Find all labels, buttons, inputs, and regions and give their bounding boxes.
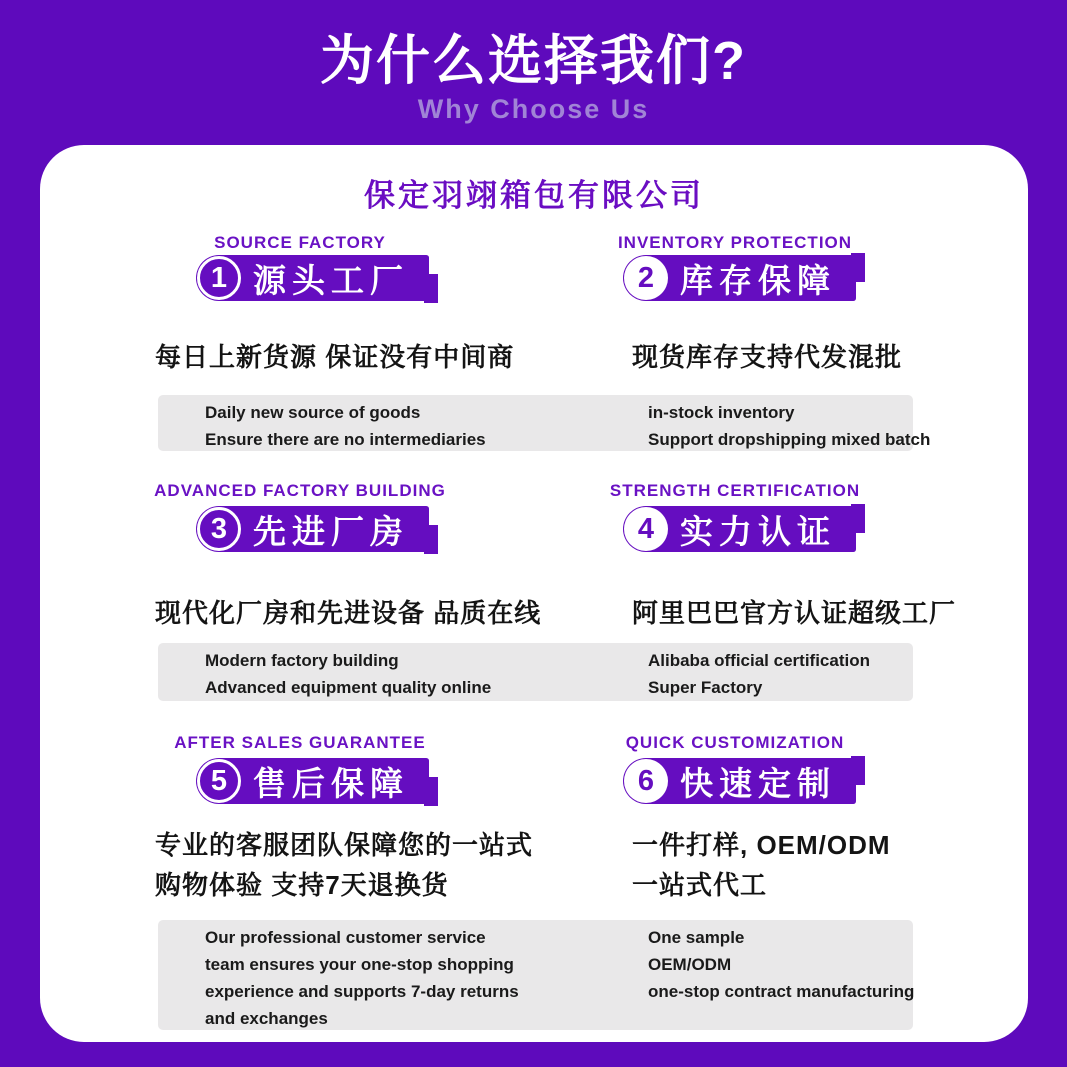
badge-advanced-factory (196, 506, 429, 552)
badge-label: 库存保障 (680, 261, 836, 299)
badge-number: 4 (624, 507, 668, 551)
note-line: in-stock inventory (648, 403, 795, 422)
badge-source-factory (196, 255, 429, 301)
desc-line: 一站式代工 (632, 870, 768, 900)
note-column (205, 647, 491, 701)
note-line: Support dropshipping mixed batch (648, 430, 931, 449)
badge-label: 源头工厂 (253, 261, 409, 299)
note-line: One sample (648, 928, 745, 947)
note-line: OEM/ODM (648, 955, 732, 974)
note-column (648, 924, 914, 1005)
note-column (648, 647, 870, 701)
desc-line: 阿里巴巴官方认证超级工厂 (632, 598, 957, 628)
note-column (648, 399, 930, 453)
section-desc (155, 825, 533, 905)
section-header-inventory-protection: INVENTORY PROTECTION (617, 233, 853, 252)
content-card (40, 145, 1028, 1042)
note-line: experience and supports 7-day returns (205, 982, 519, 1001)
badge-label: 售后保障 (253, 764, 409, 802)
english-note-band (158, 643, 913, 701)
page-subtitle: Why Choose Us (417, 94, 650, 124)
section-desc (155, 593, 541, 633)
section-header-strength-certification: STRENGTH CERTIFICATION (609, 481, 861, 500)
note-column (205, 924, 519, 1032)
note-line: and exchanges (205, 1009, 328, 1028)
note-line: one-stop contract manufacturing (648, 982, 915, 1001)
desc-line: 专业的客服团队保障您的一站式 (155, 830, 534, 860)
badge-label: 快速定制 (680, 764, 836, 802)
desc-line: 每日上新货源 保证没有中间商 (155, 342, 515, 372)
note-line: Ensure there are no intermediaries (205, 430, 486, 449)
note-line: Our professional customer service (205, 928, 486, 947)
badge-inventory-protection (623, 255, 856, 301)
badge-number: 1 (197, 256, 241, 300)
note-line: Modern factory building (205, 651, 399, 670)
badge-number: 6 (624, 759, 668, 803)
section-desc (632, 825, 891, 905)
section-header-after-sales: AFTER SALES GUARANTEE (174, 733, 426, 752)
desc-line: 现代化厂房和先进设备 品质在线 (155, 598, 542, 628)
badge-after-sales (196, 758, 429, 804)
desc-line: 购物体验 支持7天退换货 (155, 870, 449, 900)
page-title: 为什么选择我们? (320, 31, 747, 91)
desc-line: 现货库存支持代发混批 (632, 342, 903, 372)
english-note-band (158, 920, 913, 1030)
badge-label: 先进厂房 (253, 512, 409, 550)
section-desc (632, 337, 902, 377)
section-desc (632, 593, 956, 633)
badge-label: 实力认证 (680, 512, 836, 550)
section-desc (155, 337, 514, 377)
badge-number: 3 (197, 507, 241, 551)
note-line: Alibaba official certification (648, 651, 870, 670)
section-header-quick-customization: QUICK CUSTOMIZATION (625, 733, 845, 752)
badge-number: 5 (197, 759, 241, 803)
badge-number: 2 (624, 256, 668, 300)
badge-strength-certification (623, 506, 856, 552)
note-line: team ensures your one-stop shopping (205, 955, 514, 974)
note-line: Advanced equipment quality online (205, 678, 492, 697)
badge-quick-customization (623, 758, 856, 804)
note-line: Super Factory (648, 678, 763, 697)
section-header-advanced-factory: ADVANCED FACTORY BUILDING (154, 481, 446, 500)
english-note-band (158, 395, 931, 451)
note-column (205, 399, 486, 453)
hero-header (0, 0, 1067, 125)
section-header-source-factory: SOURCE FACTORY (214, 233, 386, 252)
desc-line: 一件打样, OEM/ODM (632, 830, 891, 860)
company-name: 保定羽翊箱包有限公司 (364, 178, 704, 213)
note-line: Daily new source of goods (205, 403, 421, 422)
